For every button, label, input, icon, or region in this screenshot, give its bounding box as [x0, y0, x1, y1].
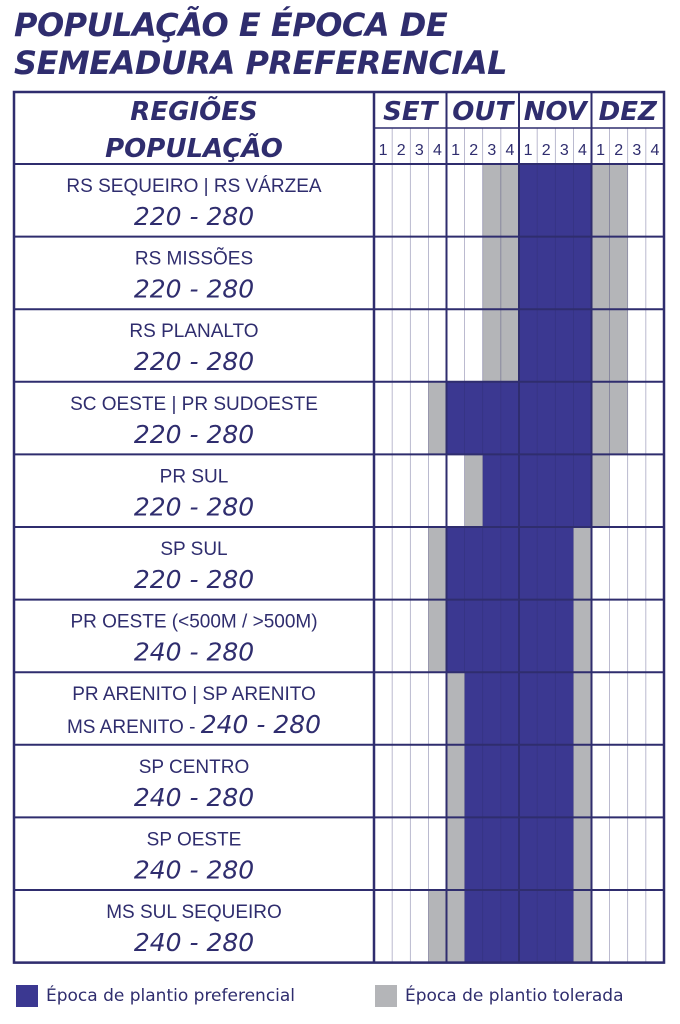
tolerated-bar: [428, 600, 446, 673]
week-label: 4: [432, 142, 442, 159]
week-label: 1: [378, 142, 388, 159]
week-label: 4: [650, 142, 660, 159]
region-name: SP CENTRO: [138, 756, 250, 778]
preferred-bar: [447, 527, 574, 600]
preferred-bar: [447, 600, 574, 673]
region-name: PR SUL: [159, 466, 229, 488]
tolerated-bar: [465, 454, 483, 527]
tolerated-bar: [573, 527, 591, 600]
month-label: DEZ: [598, 97, 657, 127]
week-label: 3: [632, 142, 642, 159]
population-value: 220 - 280: [133, 274, 255, 304]
tolerated-bar: [447, 817, 465, 890]
tolerated-bar: [573, 672, 591, 745]
week-label: 2: [614, 142, 624, 159]
region-name: SP OESTE: [146, 829, 242, 851]
week-label: 4: [505, 142, 515, 159]
population-value: 220 - 280: [133, 419, 255, 449]
region-name-line-2: MS ARENITO -: [66, 717, 201, 739]
legend-item-tolerated: [375, 984, 624, 1008]
region-name: SC OESTE | PR SUDOESTE: [70, 393, 318, 415]
region-name: PR OESTE (<500M / >500M): [70, 611, 318, 633]
legend-label-preferred: Época de plantio preferencial: [46, 986, 296, 1006]
tolerated-bar: [573, 817, 591, 890]
region-name: RS MISSÕES: [134, 248, 254, 270]
tolerated-bar: [428, 382, 446, 455]
tolerated-bar: [592, 454, 610, 527]
header-regions-label: REGIÕES: [130, 97, 258, 127]
population-value: 240 - 280: [133, 855, 255, 885]
week-label: 2: [396, 142, 406, 159]
week-label: 4: [577, 142, 587, 159]
header-population-label: POPULAÇÃO: [105, 134, 283, 164]
population-value: 240 - 280: [133, 928, 255, 957]
region-name: RS SEQUEIRO | RS VÁRZEA: [66, 176, 322, 197]
week-label: 3: [414, 142, 424, 159]
tolerated-bar: [428, 527, 446, 600]
week-label: 1: [523, 142, 533, 159]
region-population-line: [67, 710, 321, 739]
region-name: MS SUL SEQUEIRO: [106, 902, 282, 923]
population-value: 240 - 280: [133, 782, 255, 812]
tolerated-bar: [573, 600, 591, 673]
week-label: 3: [487, 142, 497, 159]
chart-title-line-1: POPULAÇÃO E ÉPOCA DE: [14, 6, 448, 44]
legend-swatch-preferred: [16, 985, 38, 1007]
tolerated-bar: [447, 672, 465, 745]
week-label: 1: [596, 142, 606, 159]
legend-swatch-tolerated: [375, 985, 397, 1007]
population-value: 240 - 280: [133, 637, 255, 667]
tolerated-bar: [447, 745, 465, 818]
population-value: 220 - 280: [133, 492, 255, 522]
region-name: SP SUL: [160, 539, 228, 560]
month-label: OUT: [452, 97, 514, 127]
population-value: 220 - 280: [133, 347, 255, 377]
week-label: 2: [541, 142, 551, 159]
region-name: RS PLANALTO: [129, 321, 259, 343]
region-name: PR ARENITO | SP ARENITO: [72, 684, 316, 706]
chart-title-line-2: SEMEADURA PREFERENCIAL: [14, 44, 507, 82]
week-label: 3: [559, 142, 569, 159]
month-label: NOV: [523, 97, 587, 127]
population-value: 240 - 280: [200, 710, 322, 740]
tolerated-bar: [573, 745, 591, 818]
legend-item-preferred: [16, 984, 295, 1008]
month-label: SET: [383, 97, 438, 127]
week-label: 2: [469, 142, 479, 159]
population-value: 220 - 280: [133, 565, 255, 594]
tolerated-bar: [573, 890, 591, 963]
population-value: 220 - 280: [133, 202, 255, 231]
legend-label-tolerated: Época de plantio tolerada: [405, 986, 624, 1006]
week-label: 1: [451, 142, 461, 159]
